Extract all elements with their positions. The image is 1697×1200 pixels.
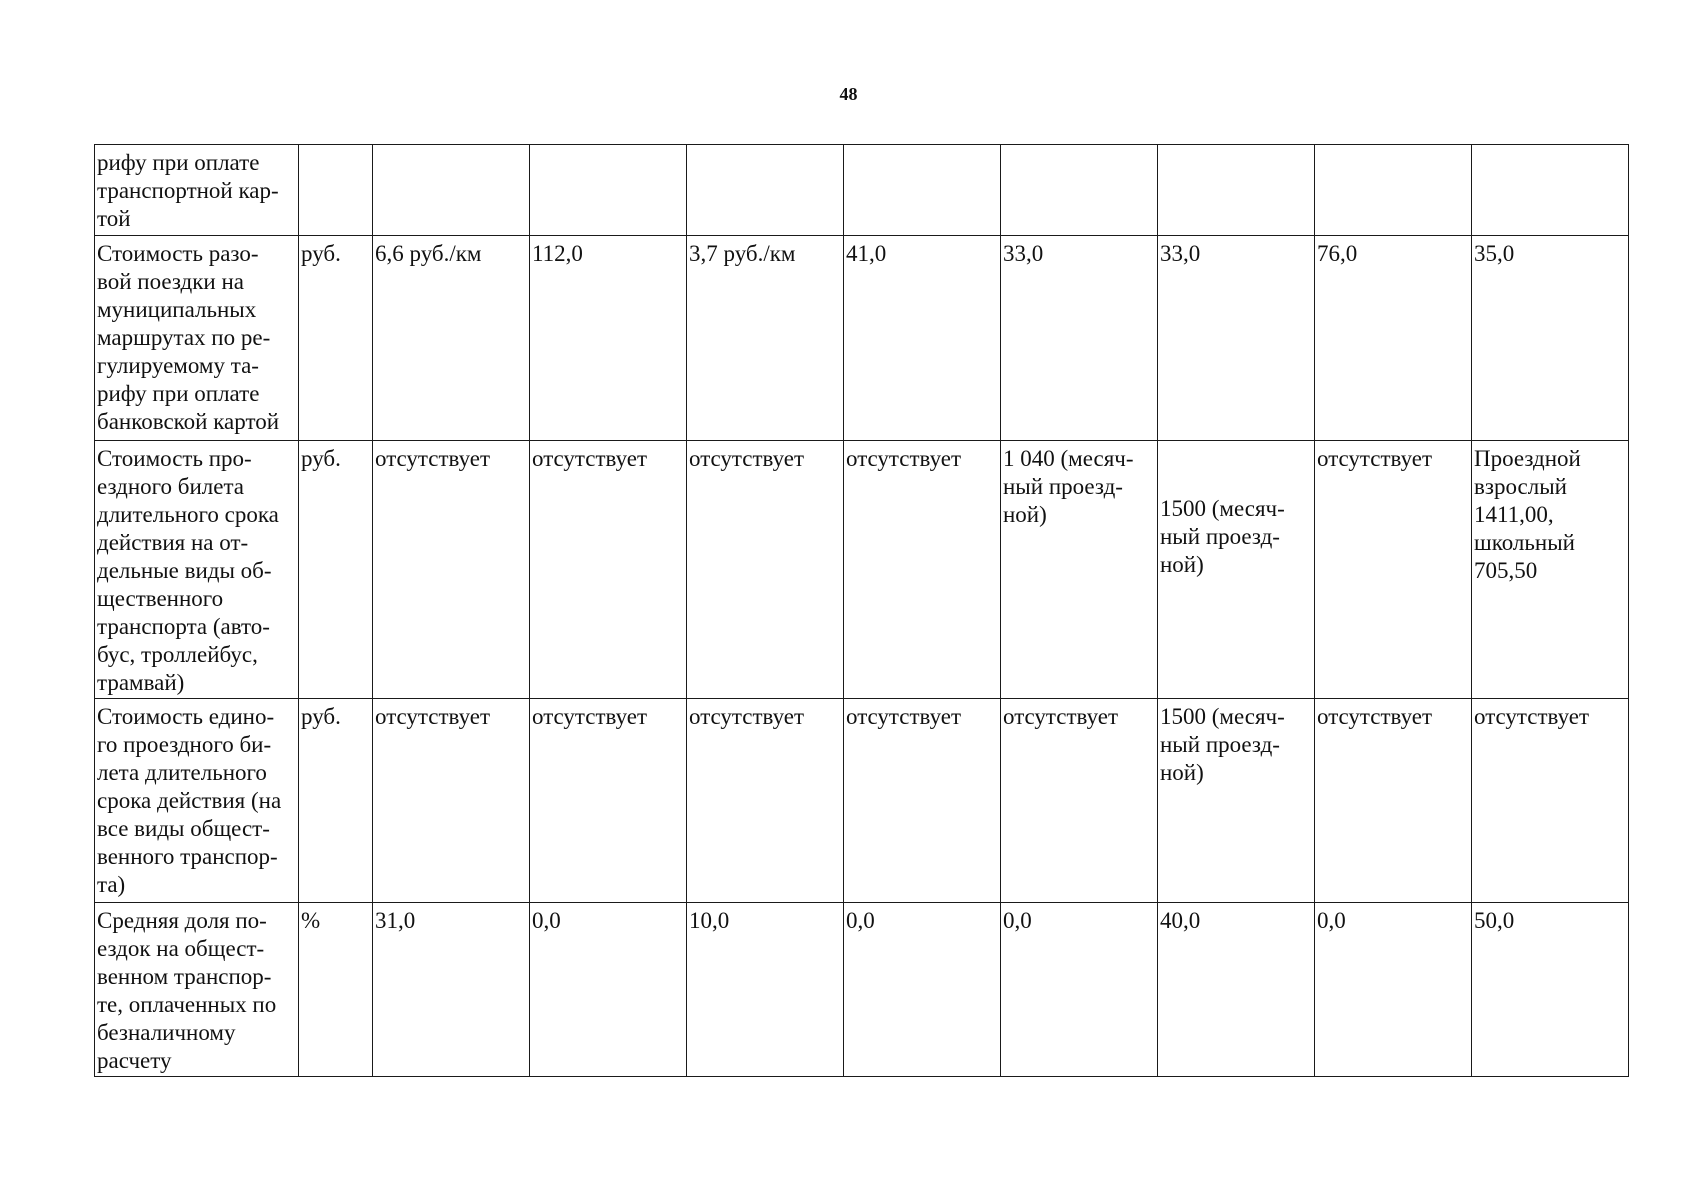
row-label: Средняя доля по- ездок на общест- венном транспор- те, оплаченных по безналичному расчету [95,903,299,1077]
table-cell: отсутствует [1001,699,1158,903]
row-label: Стоимость про- ездного билета длительного срока действия на от- дельные виды об- щественного транспорта (авто- бус, троллейбус, трамвай) [95,441,299,699]
table-cell: 112,0 [530,236,687,441]
table-cell: 33,0 [1001,236,1158,441]
table-cell: 35,0 [1472,236,1629,441]
table-cell [1001,145,1158,236]
table-cell [1315,145,1472,236]
table-cell: 76,0 [1315,236,1472,441]
table-cell [530,145,687,236]
table-row [95,236,1629,441]
table-cell: 50,0 [1472,903,1629,1077]
table-cell [844,145,1001,236]
table-cell: 40,0 [1158,903,1315,1077]
table-cell: отсутствует [373,441,530,699]
table-cell: отсутствует [687,441,844,699]
table-cell: отсутствует [844,441,1001,699]
row-label: рифу при оплате транспортной кар- той [95,145,299,236]
table-cell: отсутствует [1472,699,1629,903]
table-cell [1158,441,1315,699]
table-cell: отсутствует [1315,441,1472,699]
table-cell: 0,0 [1001,903,1158,1077]
table-cell [1472,145,1629,236]
table-cell: 0,0 [1315,903,1472,1077]
table-cell: 10,0 [687,903,844,1077]
table-cell: отсутствует [687,699,844,903]
table-cell: 41,0 [844,236,1001,441]
row-label: Стоимость едино- го проездного би- лета длительного срока действия (на все виды общест- венного транспор- та) [95,699,299,903]
table-cell [373,145,530,236]
table-cell: 0,0 [530,903,687,1077]
row-unit: руб. [299,699,373,903]
table-cell: отсутствует [530,441,687,699]
table-cell: отсутствует [1315,699,1472,903]
table-cell: Проездной взрослый 1411,00, школьный 705,50 [1472,441,1629,699]
table-cell: 33,0 [1158,236,1315,441]
row-unit: руб. [299,441,373,699]
table-row [95,699,1629,903]
row-unit: руб. [299,236,373,441]
table-cell: 0,0 [844,903,1001,1077]
row-unit: % [299,903,373,1077]
row-unit [299,145,373,236]
table-cell: отсутствует [844,699,1001,903]
page-number: 48 [839,84,858,104]
tariff-table [94,144,1629,1077]
table-row [95,145,1629,236]
table-cell [687,145,844,236]
table-cell: отсутствует [530,699,687,903]
table-cell: 6,6 руб./км [373,236,530,441]
row-label: Стоимость разо- вой поездки на муниципальных маршрутах по ре- гулируемому та- рифу при оплате банковской картой [95,236,299,441]
table-cell: отсутствует [373,699,530,903]
table-cell [1158,145,1315,236]
table-cell: 1500 (месяч- ный проезд- ной) [1158,699,1315,903]
table-cell: 31,0 [373,903,530,1077]
table-row [95,441,1629,699]
table-cell-text: 1500 (месяч- ный проезд- ной) [1160,496,1285,577]
table-row [95,903,1629,1077]
table-cell: 3,7 руб./км [687,236,844,441]
table-cell: 1 040 (месяч- ный проезд- ной) [1001,441,1158,699]
